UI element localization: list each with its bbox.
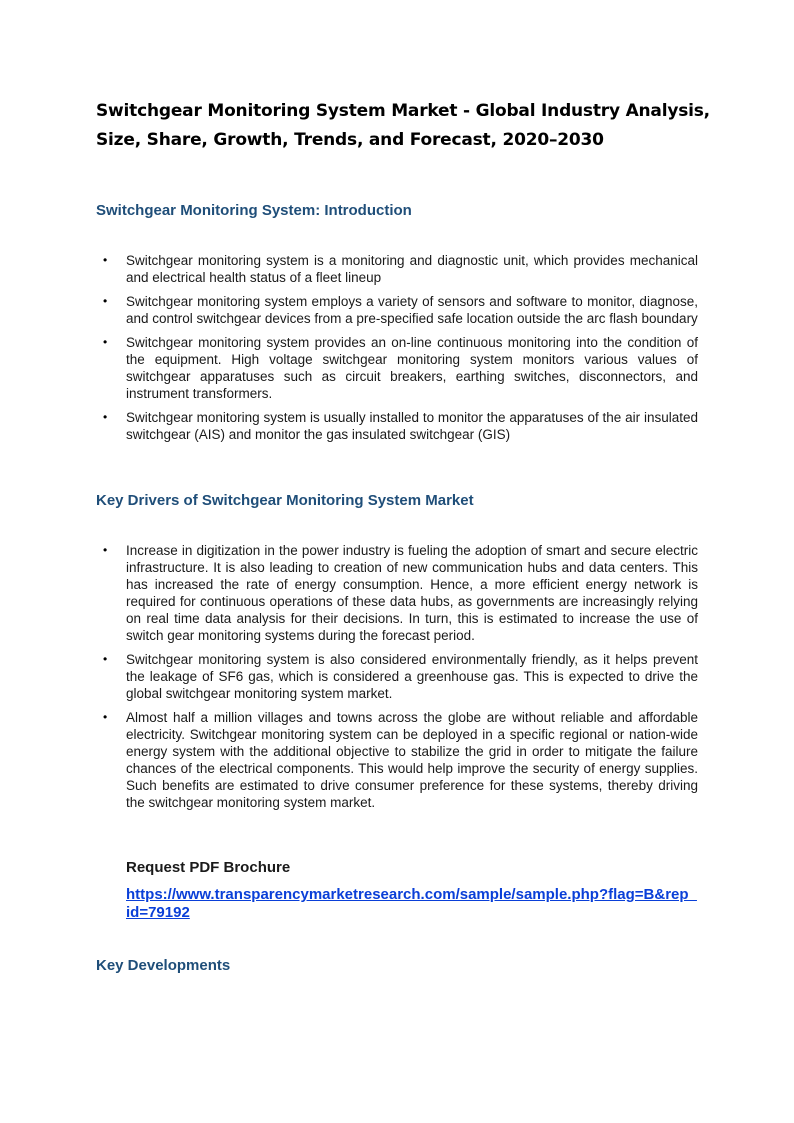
bullet-icon: • <box>103 410 108 424</box>
pdf-brochure-label: Request PDF Brochure <box>126 859 291 876</box>
bullet-icon: • <box>103 294 108 308</box>
bullet-icon: • <box>103 253 108 267</box>
bullet-text: Switchgear monitoring system is also considered environmentally friendly, as it helps prevent the leakage of SF6 gas, which is considered a greenhouse gas. This is expected to drive the global switchgear monitoring system market. <box>126 652 698 701</box>
list-item <box>96 334 698 402</box>
bullet-text: Almost half a million villages and towns across the globe are without reliable and affordable electricity. Switchgear monitoring system can be deployed in a specific regional or nation-wide energy system with the additional objective to stabilize the grid in order to mitigate the failure chances of the electrical components. This would help improve the security of energy supplies. Such benefits are estimated to drive consumer preference for these systems, thereby driving the switchgear monitoring system market. <box>126 710 698 810</box>
pdf-brochure-link[interactable]: https://www.transparencymarketresearch.com/sample/sample.php?flag=B&rep_id=79192 <box>126 886 697 921</box>
section-heading-key-drivers: Key Drivers of Switchgear Monitoring System Market <box>96 492 474 509</box>
list-item <box>96 293 698 327</box>
list-item <box>96 409 698 443</box>
bullet-icon: • <box>103 652 108 666</box>
bullet-text: Switchgear monitoring system is usually installed to monitor the apparatuses of the air insulated switchgear (AIS) and monitor the gas insulated switchgear (GIS) <box>126 410 698 442</box>
list-item <box>96 709 698 811</box>
bullet-text: Switchgear monitoring system provides an on-line continuous monitoring into the condition of the equipment. High voltage switchgear monitoring system monitors various values of switchgear apparatuses such as circuit breakers, earthing switches, disconnectors, and instrument transformers. <box>126 335 698 401</box>
section-heading-introduction: Switchgear Monitoring System: Introduction <box>96 202 412 219</box>
section-heading-key-developments: Key Developments <box>96 957 231 974</box>
list-item <box>96 542 698 644</box>
bullet-text: Increase in digitization in the power industry is fueling the adoption of smart and secure electric infrastructure. It is also leading to creation of new communication hubs and data centers. This has increased the rate of energy consumption. Hence, a more efficient energy network is required for continuous operations of these data hubs, as governments are increasingly relying on real time data analysis for their decisions. In turn, this is estimated to increase the use of switch gear monitoring systems during the forecast period. <box>126 543 698 643</box>
bullet-text: Switchgear monitoring system is a monitoring and diagnostic unit, which provides mechanical and electrical health status of a fleet lineup <box>126 253 698 285</box>
bullet-icon: • <box>103 543 108 557</box>
introduction-bullet-list <box>96 252 698 450</box>
bullet-text: Switchgear monitoring system employs a variety of sensors and software to monitor, diagnose, and control switchgear devices from a pre-specified safe location outside the arc flash boundary <box>126 294 698 326</box>
key-drivers-bullet-list <box>96 542 698 818</box>
pdf-brochure-block <box>126 859 698 922</box>
list-item <box>96 252 698 286</box>
document-title: Switchgear Monitoring System Market - Global Industry Analysis, Size, Share, Growth, Trends, and Forecast, 2020–2030 <box>96 101 710 150</box>
bullet-icon: • <box>103 335 108 349</box>
bullet-icon: • <box>103 710 108 724</box>
list-item <box>96 651 698 702</box>
